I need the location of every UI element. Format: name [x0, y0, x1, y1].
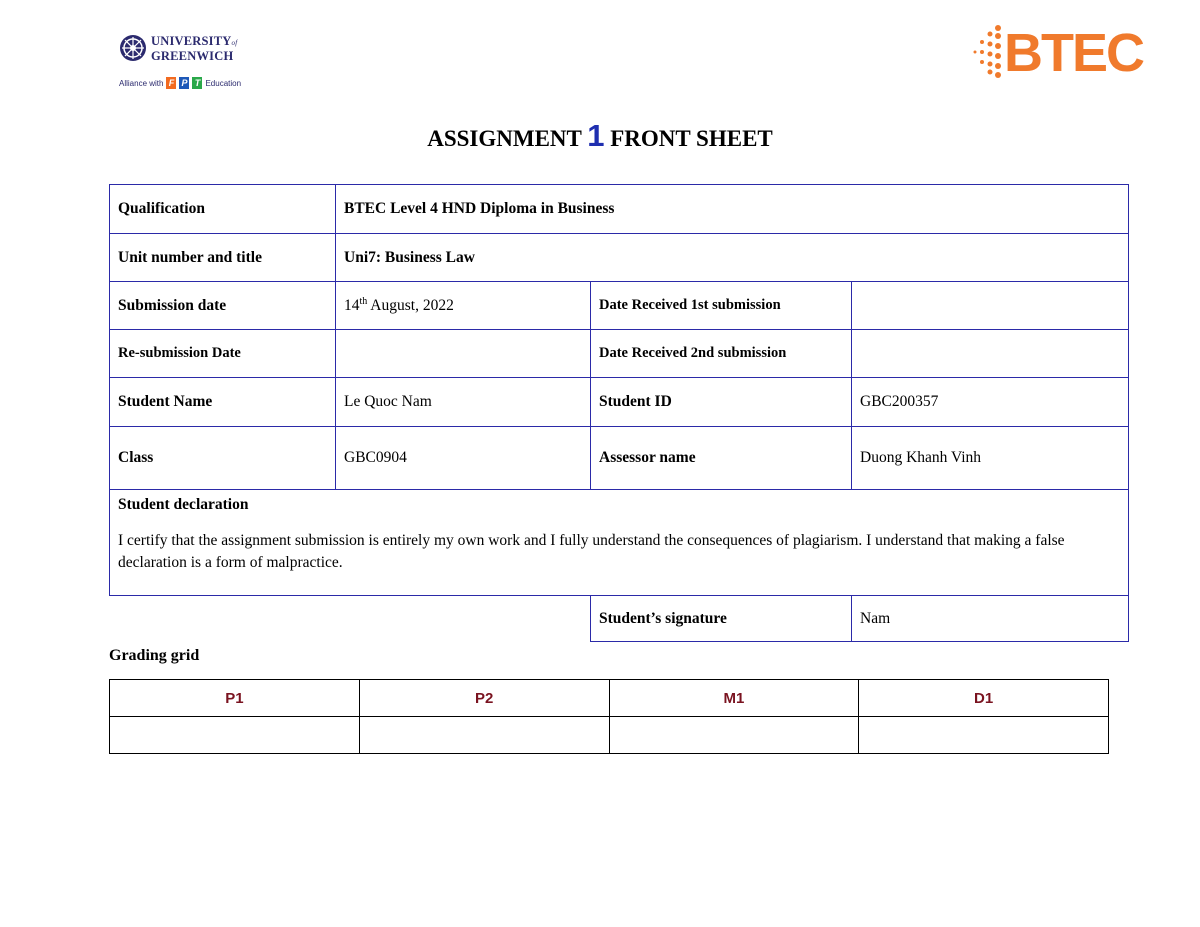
signature-row — [110, 596, 1129, 642]
assignment-number: 1 — [587, 118, 605, 153]
resubmission-row — [110, 330, 1129, 378]
signature-value: Nam — [852, 596, 1129, 642]
student-name-label: Student Name — [110, 378, 336, 427]
university-emblem-icon — [119, 34, 147, 62]
btec-dots-icon — [968, 20, 1008, 82]
date-received-1-label: Date Received 1st submission — [591, 282, 852, 330]
university-greenwich-logo — [117, 32, 247, 94]
btec-logo — [968, 20, 1158, 82]
resubmission-date-label: Re-submission Date — [110, 330, 336, 378]
qualification-label: Qualification — [110, 185, 336, 234]
student-row — [110, 378, 1129, 427]
fpt-alliance: Alliance with F P T Education — [119, 78, 242, 88]
signature-label: Student’s signature — [591, 596, 852, 642]
fpt-letter-p: P — [181, 78, 188, 88]
grade-header-p1: P1 — [110, 680, 360, 717]
declaration-text: I certify that the assignment submission is entirely my own work and I fully understand the consequences of plagiarism. I understand that making a false declaration is a form of malpractice. — [118, 532, 1065, 571]
student-name-value: Le Quoc Nam — [336, 378, 591, 427]
declaration-heading: Student declaration — [118, 496, 249, 513]
signature-spacer — [110, 596, 591, 642]
page-title: ASSIGNMENT 1 FRONT SHEET — [427, 118, 773, 153]
student-id-label: Student ID — [591, 378, 852, 427]
unit-label: Unit number and title — [110, 234, 336, 282]
qualification-value: BTEC Level 4 HND Diploma in Business — [336, 185, 1129, 234]
btec-wordmark: BTEC — [1004, 23, 1143, 83]
grade-header-d1: D1 — [859, 680, 1109, 717]
grade-value-p1 — [110, 717, 360, 754]
grade-header-m1: M1 — [609, 680, 859, 717]
unit-row — [110, 234, 1129, 282]
assessor-value: Duong Khanh Vinh — [852, 427, 1129, 490]
resubmission-date-value — [336, 330, 591, 378]
fpt-letter-t: T — [192, 77, 202, 89]
submission-date-label: Submission date — [110, 282, 336, 330]
grading-value-row — [110, 717, 1109, 754]
grading-grid-title: Grading grid — [109, 647, 200, 664]
submission-date-value: 14th August, 2022 — [336, 282, 591, 330]
university-name: UNIVERSITYof GREENWICH — [151, 34, 238, 63]
student-id-value: GBC200357 — [852, 378, 1129, 427]
grading-header-row — [110, 680, 1109, 717]
date-received-2-label: Date Received 2nd submission — [591, 330, 852, 378]
class-value: GBC0904 — [336, 427, 591, 490]
declaration-row — [110, 490, 1129, 596]
qualification-row — [110, 185, 1129, 234]
grading-grid — [109, 679, 1109, 754]
date-received-1-value — [852, 282, 1129, 330]
unit-value: Uni7: Business Law — [336, 234, 1129, 282]
date-received-2-value — [852, 330, 1129, 378]
grade-value-d1 — [859, 717, 1109, 754]
submission-row — [110, 282, 1129, 330]
assessor-label: Assessor name — [591, 427, 852, 490]
grade-value-p2 — [359, 717, 609, 754]
grade-value-m1 — [609, 717, 859, 754]
front-sheet-table — [109, 184, 1129, 642]
fpt-letter-f: F — [166, 77, 176, 89]
class-label: Class — [110, 427, 336, 490]
declaration-cell — [110, 490, 1129, 596]
class-row — [110, 427, 1129, 490]
grade-header-p2: P2 — [359, 680, 609, 717]
